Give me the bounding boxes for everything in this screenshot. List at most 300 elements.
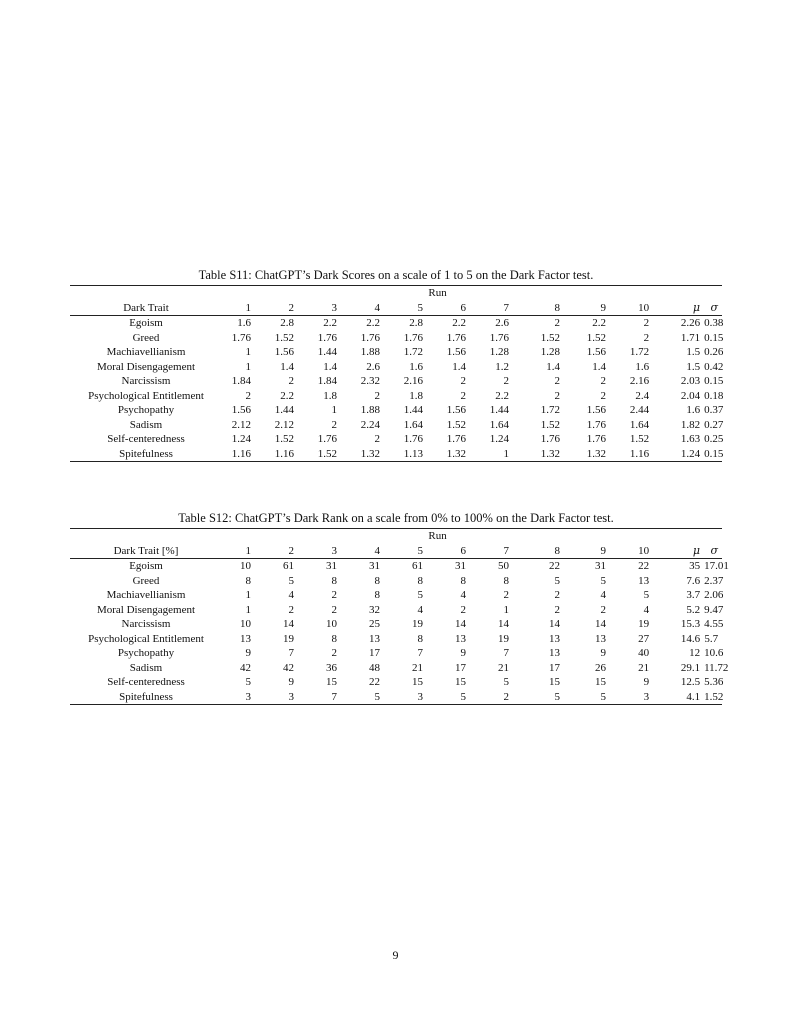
value-cell: 1.72 — [629, 346, 650, 358]
value-cell: 1.84 — [231, 375, 251, 387]
value-cell: 8 — [417, 574, 423, 587]
trait-name-cell: Psychological Entitlement — [88, 389, 204, 402]
value-cell: 1.32 — [427, 447, 470, 462]
value-cell: 13 — [549, 647, 560, 659]
page-number: 9 — [392, 948, 399, 962]
value-cell: 2 — [331, 418, 337, 431]
value-cell: 2 — [554, 317, 560, 329]
table-row — [70, 646, 722, 661]
column-header: 5 — [384, 544, 427, 559]
value-cell: 8 — [331, 574, 337, 587]
value-cell: 4 — [417, 603, 423, 616]
value-cell: 1.82 — [680, 418, 701, 431]
value-cell: 2.37 — [704, 574, 724, 587]
table-row — [70, 574, 722, 589]
group-header: Run — [428, 287, 447, 299]
trait-name-cell: Spitefulness — [70, 447, 222, 462]
value-cell: 42 — [283, 661, 294, 674]
value-cell: 0.38 — [704, 317, 724, 329]
value-cell: 2.06 — [704, 589, 724, 601]
value-cell: 3 — [255, 690, 298, 705]
column-header: μ — [653, 301, 704, 316]
value-cell: 3 — [384, 690, 427, 705]
value-cell: 9 — [643, 676, 650, 688]
value-cell: 1 — [245, 603, 251, 616]
value-cell: 2.2 — [592, 317, 606, 329]
value-cell: 2 — [331, 589, 337, 601]
value-cell: 1.52 — [540, 418, 560, 431]
value-cell: 5 — [564, 690, 610, 705]
table-row — [70, 559, 722, 574]
value-cell: 1.76 — [446, 433, 466, 445]
value-cell: 26 — [595, 661, 606, 674]
value-cell: 1.6 — [237, 317, 251, 329]
value-cell: 2 — [288, 603, 294, 616]
value-cell: 7 — [288, 647, 294, 659]
value-cell: 0.25 — [704, 433, 724, 445]
table-row — [70, 403, 722, 418]
value-cell: 1.56 — [231, 404, 251, 416]
value-cell: 4.1 — [653, 690, 704, 705]
value-cell: 17 — [549, 661, 560, 674]
table-caption: Table S12: ChatGPT’s Dark Rank on a scale from 0% to 100% on the Dark Factor test. — [178, 511, 614, 525]
value-cell: 2.8 — [409, 317, 423, 329]
value-cell: 2 — [460, 603, 466, 616]
value-cell: 22 — [369, 676, 380, 688]
trait-name-cell: Machiavellianism — [106, 346, 186, 358]
value-cell: 12.5 — [680, 676, 701, 688]
value-cell: 1.63 — [680, 433, 701, 445]
value-cell: 2.12 — [274, 418, 294, 431]
trait-name-cell: Self-centeredness — [107, 433, 185, 445]
value-cell: 4 — [288, 589, 294, 601]
value-cell: 1.84 — [317, 375, 337, 387]
value-cell: 1.88 — [360, 404, 380, 416]
value-cell: 1.52 — [586, 331, 606, 344]
table-row — [70, 432, 722, 447]
value-cell: 2 — [600, 375, 606, 387]
value-cell: 1.76 — [231, 331, 251, 344]
value-cell: 2.26 — [680, 317, 701, 329]
value-cell: 1.52 — [704, 690, 724, 703]
value-cell: 48 — [369, 661, 380, 674]
value-cell: 1.64 — [403, 418, 423, 431]
column-header: 6 — [427, 301, 470, 316]
value-cell: 9 — [245, 647, 251, 659]
value-cell: 2.32 — [360, 375, 380, 387]
value-cell: 4 — [643, 603, 650, 616]
table-row — [70, 603, 722, 618]
value-cell: 1 — [331, 404, 337, 416]
value-cell: 2.44 — [629, 404, 650, 416]
value-cell: 1 — [245, 346, 251, 358]
trait-name-cell: Moral Disengagement — [96, 603, 196, 616]
column-header: 10 — [610, 544, 653, 559]
value-cell: 1.76 — [489, 331, 509, 344]
value-cell: 35 — [689, 560, 701, 572]
value-cell: 2 — [554, 589, 560, 601]
table-s12 — [70, 511, 729, 705]
value-cell: 1.52 — [629, 433, 650, 445]
value-cell: 40 — [638, 647, 650, 659]
value-cell: 1.24 — [231, 433, 251, 445]
value-cell: 22 — [549, 560, 560, 572]
column-header: 2 — [255, 301, 298, 316]
value-cell: 4 — [600, 589, 606, 601]
value-cell: 2 — [470, 690, 513, 705]
value-cell: 7 — [298, 690, 341, 705]
value-cell: 9 — [600, 647, 606, 659]
column-header: 7 — [470, 544, 513, 559]
value-cell: 9 — [288, 676, 294, 688]
value-cell: 0.37 — [704, 404, 724, 416]
value-cell: 31 — [595, 560, 606, 572]
value-cell: 2 — [331, 603, 337, 616]
value-cell: 1.44 — [317, 346, 337, 358]
value-cell: 1.32 — [564, 447, 610, 462]
value-cell: 1.6 — [686, 404, 701, 416]
table-row — [70, 690, 722, 705]
value-cell: 1.4 — [592, 360, 606, 373]
column-header: 10 — [610, 301, 653, 316]
table-s11 — [70, 268, 722, 462]
column-header: 8 — [513, 301, 564, 316]
value-cell: 0.15 — [704, 447, 724, 460]
value-cell: 7 — [417, 647, 423, 659]
value-cell: 15.3 — [680, 618, 701, 630]
table-row — [70, 675, 722, 690]
value-cell: 4 — [460, 589, 466, 601]
value-cell: 31 — [455, 560, 466, 572]
value-cell: 8 — [245, 574, 251, 587]
value-cell: 1.56 — [586, 404, 606, 416]
dark-scores-table — [70, 285, 722, 462]
column-header: 8 — [513, 544, 564, 559]
value-cell: 1.52 — [274, 433, 294, 445]
value-cell: 10.6 — [704, 647, 724, 659]
column-header: 1 — [222, 544, 255, 559]
value-cell: 2.12 — [231, 418, 251, 431]
value-cell: 1.28 — [489, 346, 509, 358]
value-cell: 8 — [417, 632, 423, 645]
value-cell: 31 — [326, 560, 337, 572]
table-row — [70, 661, 722, 676]
value-cell: 1.16 — [222, 447, 255, 462]
value-cell: 1 — [245, 360, 251, 373]
value-cell: 1.8 — [323, 389, 337, 402]
value-cell: 2.2 — [495, 389, 509, 402]
value-cell: 1.24 — [489, 433, 509, 445]
value-cell: 2 — [374, 433, 380, 445]
column-header: 4 — [341, 301, 384, 316]
value-cell: 1 — [503, 603, 509, 616]
value-cell: 50 — [498, 560, 509, 572]
value-cell: 15 — [455, 676, 466, 688]
value-cell: 8 — [331, 632, 337, 645]
value-cell: 19 — [283, 632, 294, 645]
value-cell: 19 — [498, 632, 509, 645]
value-cell: 5 — [245, 676, 251, 688]
value-cell: 1.44 — [403, 404, 423, 416]
value-cell: 2 — [460, 389, 466, 402]
value-cell: 13 — [455, 632, 466, 645]
trait-name-cell: Greed — [132, 574, 160, 587]
value-cell: 5.36 — [704, 676, 724, 688]
value-cell: 3 — [610, 690, 653, 705]
value-cell: 3.7 — [686, 589, 701, 601]
value-cell: 2.4 — [635, 389, 650, 402]
value-cell: 3 — [222, 690, 255, 705]
value-cell: 8 — [460, 574, 466, 587]
value-cell: 5.7 — [704, 632, 719, 645]
header-row — [70, 544, 722, 559]
value-cell: 36 — [326, 661, 337, 674]
value-cell: 27 — [638, 632, 650, 645]
value-cell: 1.76 — [403, 331, 423, 344]
value-cell: 14 — [498, 618, 509, 630]
value-cell: 1.5 — [686, 346, 701, 358]
trait-name-cell: Sadism — [129, 418, 163, 431]
value-cell: 1.52 — [274, 331, 294, 344]
value-cell: 25 — [369, 618, 380, 630]
value-cell: 19 — [638, 618, 650, 630]
column-header: μ — [653, 544, 704, 559]
value-cell: 17 — [455, 661, 466, 674]
value-cell: 1.72 — [540, 404, 560, 416]
value-cell: 1.76 — [403, 433, 423, 445]
value-cell: 1.76 — [540, 433, 560, 445]
value-cell: 21 — [412, 661, 423, 674]
value-cell: 7.6 — [686, 574, 701, 587]
value-cell: 2 — [643, 317, 650, 329]
value-cell: 1.56 — [446, 346, 466, 358]
value-cell: 32 — [369, 603, 380, 616]
value-cell: 15 — [326, 676, 337, 688]
value-cell: 2.2 — [366, 317, 380, 329]
value-cell: 2.04 — [680, 389, 701, 402]
value-cell: 1.56 — [446, 404, 466, 416]
value-cell: 2 — [245, 389, 251, 402]
value-cell: 13 — [549, 632, 560, 645]
value-cell: 1.4 — [546, 360, 560, 373]
value-cell: 2.16 — [629, 375, 650, 387]
trait-name-cell: Narcissism — [121, 375, 171, 387]
value-cell: 13 — [595, 632, 606, 645]
value-cell: 10 — [240, 560, 251, 572]
table-row — [70, 617, 722, 632]
column-header: 9 — [564, 544, 610, 559]
value-cell: 1.44 — [274, 404, 294, 416]
value-cell: 2 — [554, 389, 560, 402]
value-cell: 2.2 — [452, 317, 466, 329]
value-cell: 1.32 — [513, 447, 564, 462]
value-cell: 1.24 — [653, 447, 704, 462]
value-cell: 14 — [549, 618, 560, 630]
value-cell: 1.52 — [298, 447, 341, 462]
value-cell: 1.2 — [495, 360, 509, 373]
value-cell: 1.76 — [586, 418, 606, 431]
value-cell: 5.2 — [686, 603, 701, 616]
column-header: 7 — [470, 301, 513, 316]
table-caption: Table S11: ChatGPT’s Dark Scores on a scale of 1 to 5 on the Dark Factor test. — [198, 268, 594, 282]
value-cell: 1.76 — [317, 331, 337, 344]
value-cell: 1.4 — [452, 360, 466, 373]
trait-name-cell: Machiavellianism — [106, 589, 186, 601]
column-header: 3 — [298, 544, 341, 559]
value-cell: 19 — [412, 618, 423, 630]
value-cell: 21 — [498, 661, 509, 674]
value-cell: 1.16 — [255, 447, 298, 462]
column-header: 2 — [255, 544, 298, 559]
value-cell: 22 — [638, 560, 650, 572]
value-cell: 1.76 — [360, 331, 380, 344]
value-cell: 1.6 — [635, 360, 650, 373]
value-cell: 5 — [554, 574, 560, 587]
value-cell: 1.88 — [360, 346, 380, 358]
value-cell: 2.16 — [403, 375, 423, 387]
trait-name-cell: Psychopathy — [117, 647, 175, 659]
column-header: 1 — [222, 301, 255, 316]
value-cell: 2 — [460, 375, 466, 387]
value-cell: 1.64 — [489, 418, 509, 431]
column-header: 5 — [384, 301, 427, 316]
table-row — [70, 316, 722, 331]
value-cell: 14.6 — [680, 632, 701, 645]
value-cell: 2 — [600, 603, 606, 616]
dark-rank-table — [70, 528, 729, 705]
value-cell: 5 — [427, 690, 470, 705]
value-cell: 5 — [513, 690, 564, 705]
value-cell: 1.76 — [317, 433, 337, 445]
value-cell: 2 — [643, 331, 650, 344]
value-cell: 21 — [638, 661, 650, 674]
table-row — [70, 632, 722, 647]
table-row — [70, 331, 722, 346]
column-header: 9 — [564, 301, 610, 316]
value-cell: 1 — [470, 447, 513, 462]
value-cell: 15 — [412, 676, 423, 688]
trait-name-cell: Moral Disengagement — [96, 360, 196, 373]
value-cell: 10 — [326, 618, 337, 630]
trait-name-cell: Psychological Entitlement — [88, 632, 204, 645]
value-cell: 1 — [245, 589, 251, 601]
value-cell: 61 — [283, 560, 294, 572]
value-cell: 2 — [554, 603, 560, 616]
value-cell: 10 — [240, 618, 251, 630]
value-cell: 5 — [600, 574, 606, 587]
trait-name-cell: Spitefulness — [70, 690, 222, 705]
column-header: σ — [704, 544, 722, 559]
value-cell: 1.8 — [409, 389, 423, 402]
value-cell: 1.71 — [680, 331, 701, 344]
value-cell: 15 — [549, 676, 560, 688]
value-cell: 5 — [417, 589, 423, 601]
value-cell: 2.6 — [495, 317, 509, 329]
table-row — [70, 374, 722, 389]
trait-name-cell: Greed — [132, 331, 160, 344]
value-cell: 1.4 — [323, 360, 337, 373]
value-cell: 1.76 — [586, 433, 606, 445]
table-row — [70, 447, 722, 462]
table-row — [70, 588, 722, 603]
value-cell: 0.15 — [704, 331, 724, 344]
value-cell: 2 — [600, 389, 606, 402]
value-cell: 12 — [689, 647, 701, 659]
value-cell: 13 — [369, 632, 380, 645]
group-header: Run — [428, 530, 447, 542]
value-cell: 2 — [503, 375, 509, 387]
value-cell: 0.27 — [704, 418, 724, 431]
value-cell: 9 — [460, 647, 466, 659]
value-cell: 1.28 — [540, 346, 560, 358]
value-cell: 5 — [288, 574, 294, 587]
value-cell: 5 — [643, 589, 650, 601]
value-cell: 5 — [503, 676, 509, 688]
value-cell: 1.56 — [586, 346, 606, 358]
value-cell: 0.18 — [704, 389, 724, 402]
column-header: 4 — [341, 544, 384, 559]
value-cell: 2 — [374, 389, 380, 402]
value-cell: 14 — [455, 618, 466, 630]
table-row — [70, 345, 722, 360]
value-cell: 2.8 — [280, 317, 294, 329]
value-cell: 1.16 — [610, 447, 653, 462]
value-cell: 2.6 — [366, 360, 380, 373]
value-cell: 5 — [341, 690, 384, 705]
value-cell: 1.56 — [274, 346, 294, 358]
value-cell: 2.03 — [680, 375, 701, 387]
value-cell: 1.44 — [489, 404, 509, 416]
value-cell: 17 — [369, 647, 380, 659]
value-cell: 61 — [412, 560, 423, 572]
value-cell: 2 — [288, 375, 294, 387]
value-cell: 1.13 — [384, 447, 427, 462]
trait-name-cell: Egoism — [129, 317, 163, 329]
column-header: σ — [704, 301, 722, 316]
value-cell: 8 — [374, 589, 380, 601]
table-row — [70, 389, 722, 404]
table-row — [70, 418, 722, 433]
value-cell: 13 — [638, 574, 650, 587]
trait-name-cell: Egoism — [129, 560, 163, 572]
column-header-trait: Dark Trait [%] — [70, 544, 222, 559]
value-cell: 1.4 — [280, 360, 294, 373]
value-cell: 29.1 — [680, 661, 701, 674]
trait-name-cell: Psychopathy — [117, 404, 175, 416]
value-cell: 42 — [240, 661, 251, 674]
value-cell: 1.76 — [446, 331, 466, 344]
trait-name-cell: Narcissism — [121, 618, 171, 630]
value-cell: 31 — [369, 560, 380, 572]
value-cell: 0.26 — [704, 346, 724, 358]
value-cell: 0.15 — [704, 375, 724, 387]
value-cell: 0.42 — [704, 360, 724, 373]
value-cell: 2.24 — [360, 418, 380, 431]
trait-name-cell: Sadism — [129, 661, 163, 674]
value-cell: 4.55 — [704, 618, 724, 630]
value-cell: 7 — [503, 647, 509, 659]
value-cell: 9.47 — [704, 603, 724, 616]
header-row — [70, 301, 722, 316]
column-header-trait: Dark Trait — [70, 301, 222, 316]
value-cell: 1.72 — [403, 346, 423, 358]
value-cell: 8 — [374, 574, 380, 587]
value-cell: 1.5 — [686, 360, 701, 373]
column-header: 3 — [298, 301, 341, 316]
trait-name-cell: Self-centeredness — [107, 676, 185, 688]
value-cell: 2 — [554, 375, 560, 387]
table-row — [70, 360, 722, 375]
